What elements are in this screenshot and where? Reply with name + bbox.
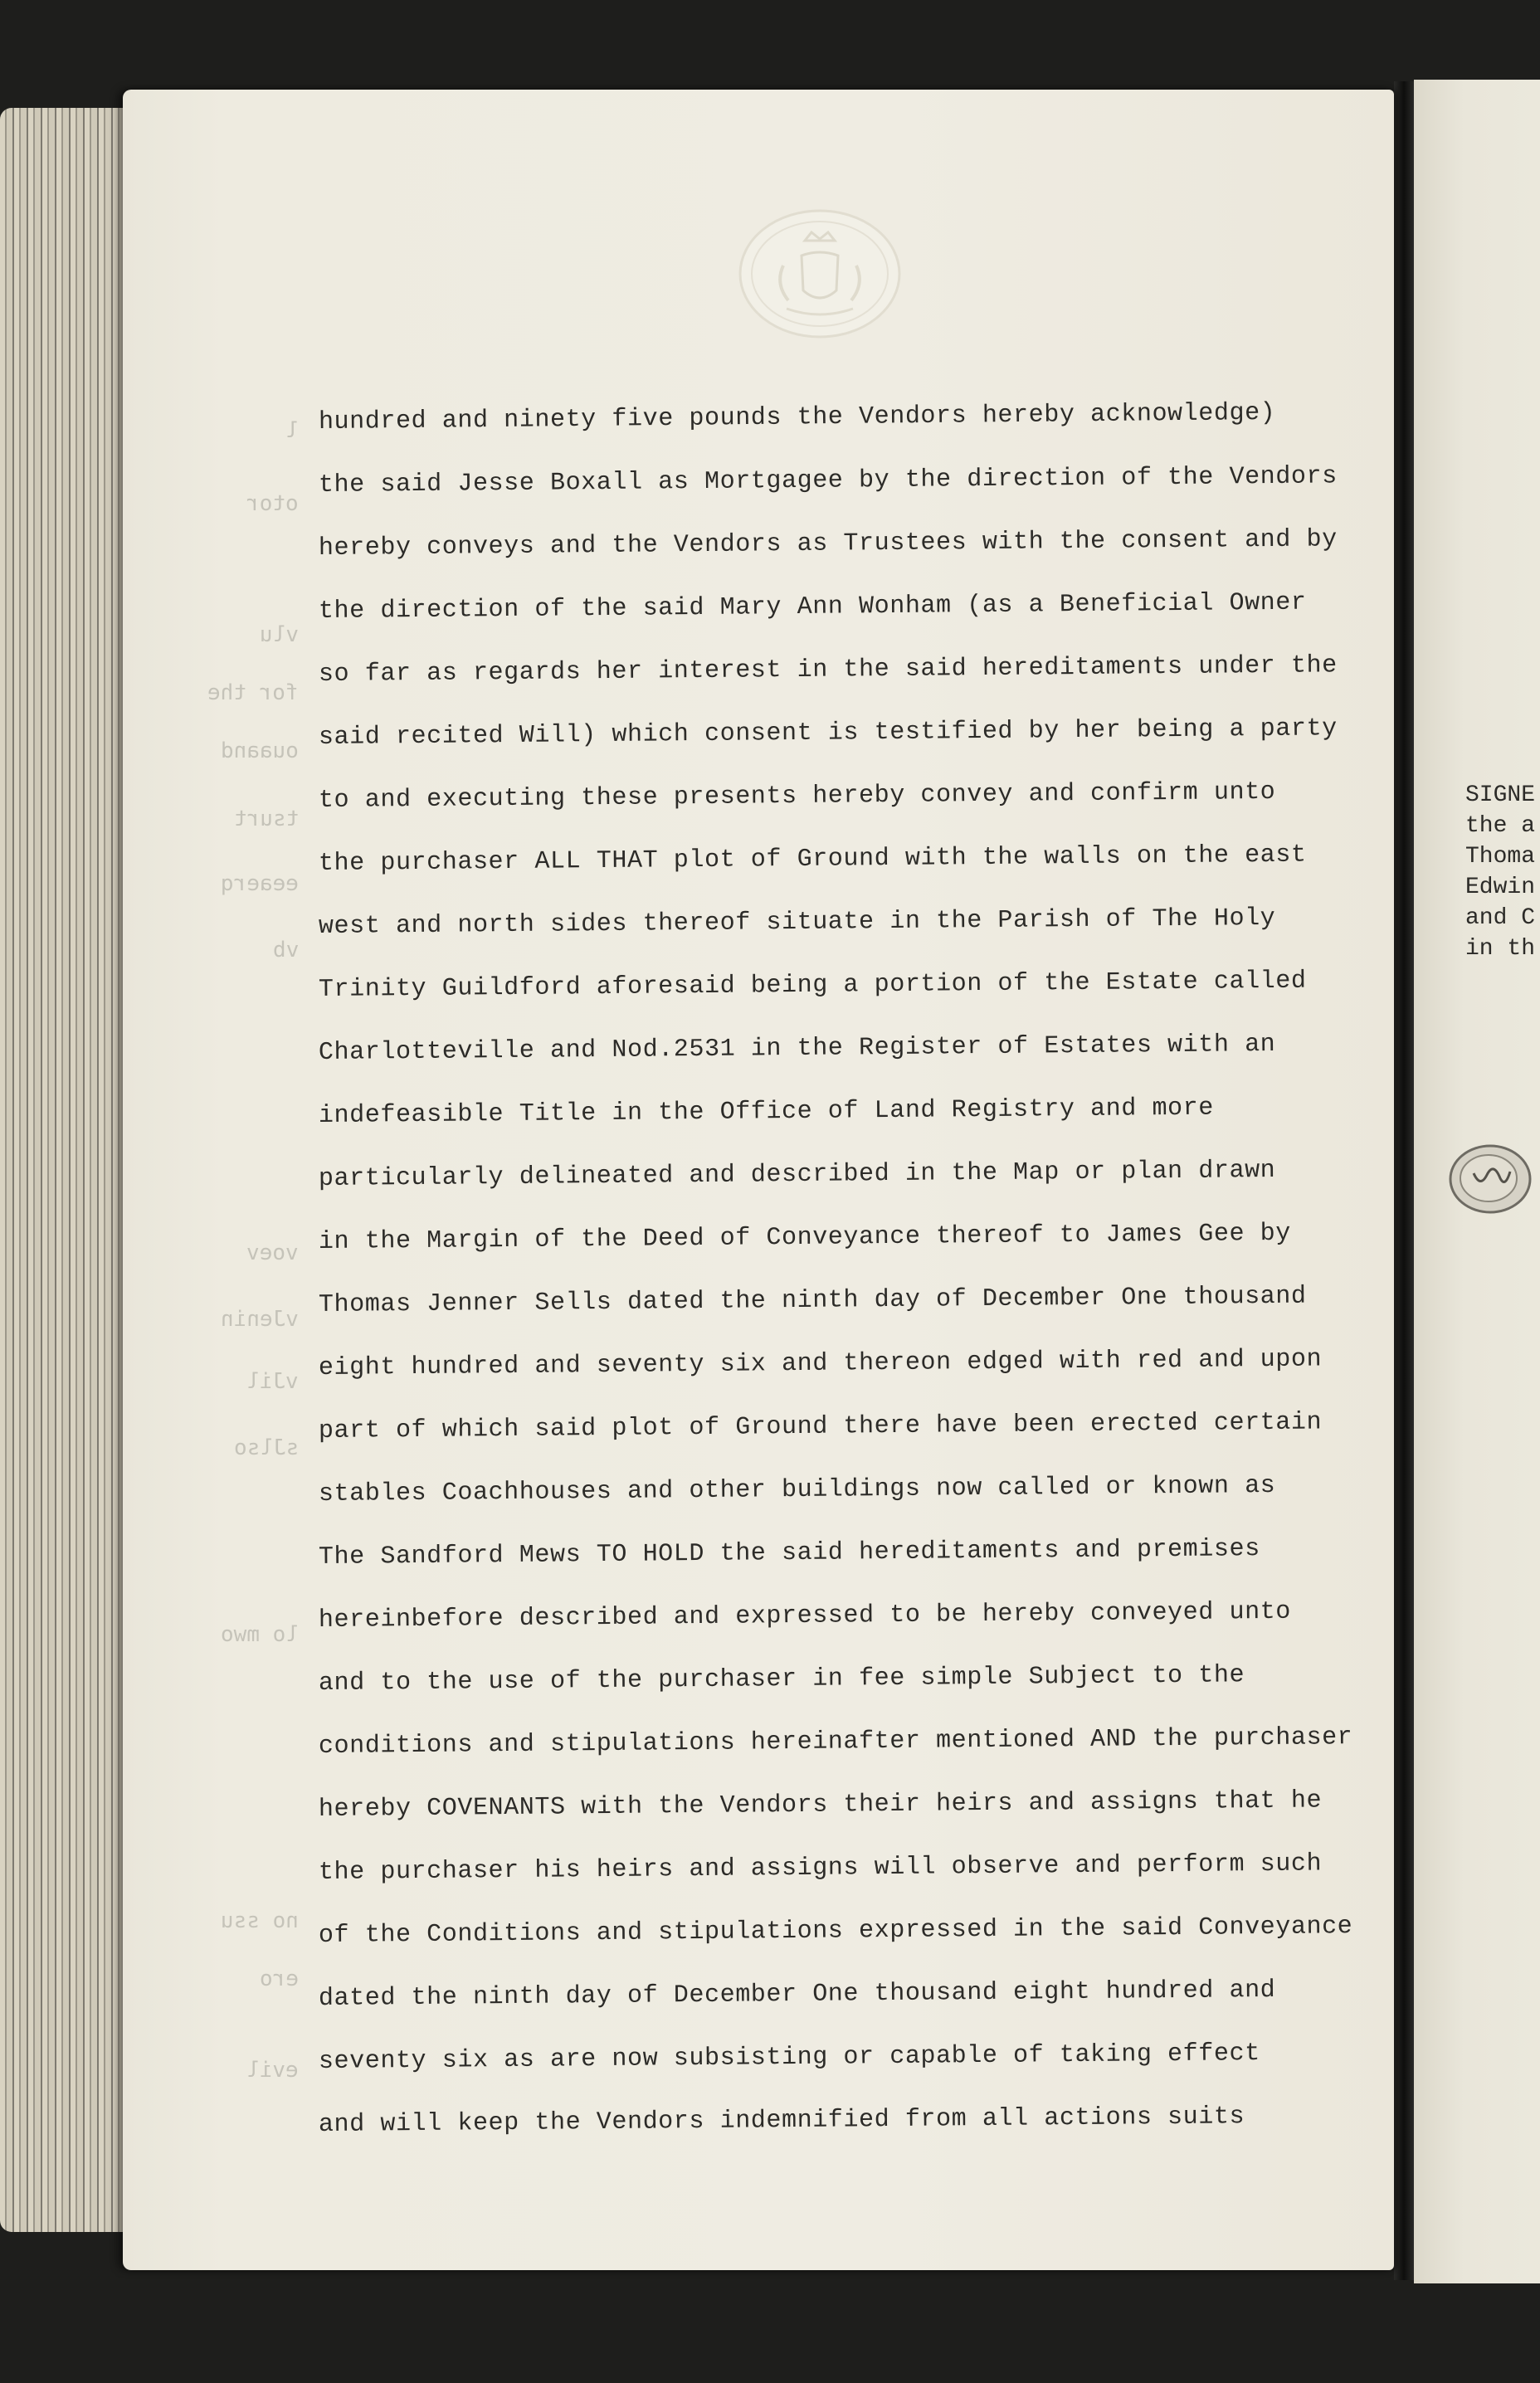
bleed-line: l bbox=[285, 418, 299, 443]
text-line: hundred and ninety five pounds the Vendors hereby acknowledge) bbox=[318, 398, 1276, 436]
bleed-line: tsurt bbox=[233, 807, 299, 831]
attestation-line: and C bbox=[1465, 905, 1536, 931]
bleed-line: eeaerq bbox=[221, 871, 299, 896]
bleed-line: voev bbox=[246, 1240, 299, 1265]
text-line: Trinity Guildford aforesaid being a portion of the Estate called bbox=[318, 967, 1307, 1004]
text-line: indefeasible Title in the Office of Land Registry and more bbox=[318, 1094, 1215, 1130]
text-line: the purchaser ALL THAT plot of Ground with the walls on the east bbox=[318, 841, 1307, 878]
text-line: the purchaser his heirs and assigns will observe and perform such bbox=[318, 1849, 1323, 1887]
text-line: west and north sides thereof situate in the Parish of The Holy bbox=[318, 904, 1276, 941]
embossed-crest-icon bbox=[737, 207, 903, 340]
bleed-line: vJenin bbox=[221, 1307, 299, 1332]
text-line: the direction of the said Mary Ann Wonham (as a Beneficial Owner bbox=[318, 588, 1307, 626]
text-line: dated the ninth day of December One thousand eight hundred and bbox=[318, 1976, 1276, 2013]
text-line: to and executing these presents hereby convey and confirm unto bbox=[318, 777, 1276, 815]
bleed-line: sJlso bbox=[233, 1435, 299, 1460]
text-line: seventy six as are now subsisting or capable of taking effect bbox=[318, 2039, 1260, 2076]
text-line: hereby COVENANTS with the Vendors their heirs and assigns that he bbox=[318, 1786, 1323, 1824]
text-line: said recited Will) which consent is testified by her being a party bbox=[318, 714, 1338, 752]
text-line: particularly delineated and described in the Map or plan drawn bbox=[318, 1156, 1276, 1193]
bleed-line: no ssu bbox=[221, 1908, 299, 1933]
text-line: part of which said plot of Ground there have been erected certain bbox=[318, 1408, 1323, 1445]
text-line: eight hundred and seventy six and thereon edged with red and upon bbox=[318, 1345, 1323, 1382]
bleed-line: for the bbox=[207, 680, 299, 705]
text-line: the said Jesse Boxall as Mortgagee by the direction of the Vendors bbox=[318, 462, 1338, 500]
attestation-line: Thoma bbox=[1465, 844, 1536, 870]
attestation-clause-fragment bbox=[1465, 780, 1540, 964]
text-line: so far as regards her interest in the said hereditaments under the bbox=[318, 651, 1338, 689]
text-line: hereby conveys and the Vendors as Trustees with the consent and by bbox=[318, 525, 1338, 563]
bleed-line: lo mwo bbox=[221, 1622, 299, 1647]
text-line: of the Conditions and stipulations expressed in the said Conveyance bbox=[318, 1913, 1353, 1950]
attestation-line: the a bbox=[1465, 813, 1536, 839]
bleed-line: evil bbox=[246, 2058, 299, 2083]
bleed-line: ouaand bbox=[221, 738, 299, 763]
text-line: The Sandford Mews TO HOLD the said hereditaments and premises bbox=[318, 1535, 1260, 1572]
book-gutter bbox=[1394, 81, 1414, 2280]
text-line: hereinbefore described and expressed to be hereby conveyed unto bbox=[318, 1597, 1292, 1635]
text-line: and will keep the Vendors indemnified from all actions suits bbox=[318, 2103, 1245, 2139]
book-page-edges bbox=[0, 108, 133, 2232]
attestation-line: SIGNE bbox=[1465, 782, 1536, 808]
bleed-line: otor bbox=[246, 491, 299, 516]
text-line: and to the use of the purchaser in fee simple Subject to the bbox=[318, 1661, 1245, 1698]
text-line: Charlotteville and Nod.2531 in the Register of Estates with an bbox=[318, 1030, 1276, 1067]
attestation-line: in th bbox=[1465, 936, 1536, 962]
bleed-line: ero bbox=[260, 1966, 299, 1991]
text-line: stables Coachhouses and other buildings now called or known as bbox=[318, 1471, 1276, 1508]
text-line: in the Margin of the Deed of Conveyance thereof to James Gee by bbox=[318, 1219, 1292, 1256]
bleed-line: vb bbox=[272, 938, 299, 962]
wax-seal-icon bbox=[1447, 1142, 1533, 1216]
text-line: Thomas Jenner Sells dated the ninth day of December One thousand bbox=[318, 1282, 1307, 1319]
attestation-line: Edwin bbox=[1465, 875, 1536, 900]
text-line: conditions and stipulations hereinafter mentioned AND the purchaser bbox=[318, 1723, 1353, 1761]
bleed-line: vlu bbox=[260, 622, 299, 647]
bleed-through-text bbox=[133, 398, 299, 2141]
bleed-line: vJil bbox=[246, 1369, 299, 1394]
